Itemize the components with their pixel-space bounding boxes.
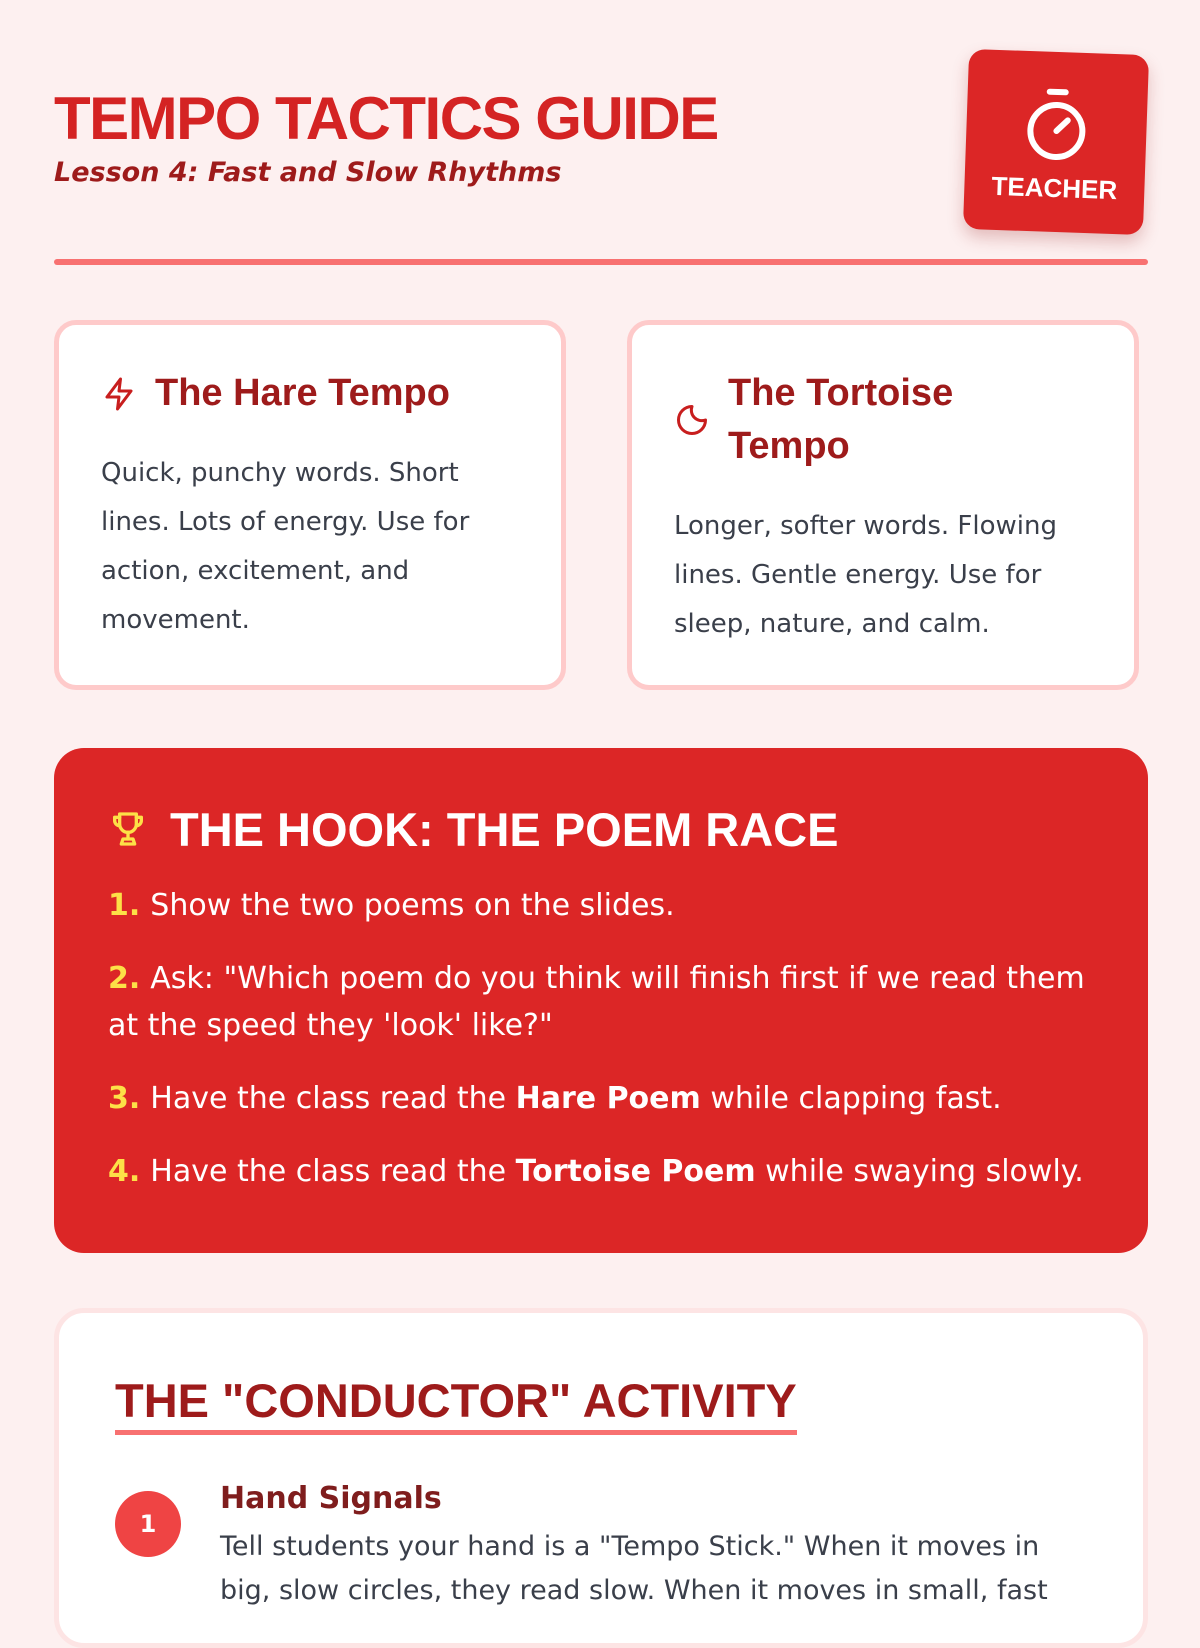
crescent-moon-icon	[674, 402, 710, 438]
lesson-subtitle: Lesson 4: Fast and Slow Rhythms	[54, 157, 562, 188]
step-text: Have the class read the	[150, 1154, 516, 1189]
page-title: TEMPO TACTICS GUIDE	[54, 85, 718, 152]
card-title: The Tortoise Tempo	[728, 372, 954, 467]
activity-title: THE "CONDUCTOR" ACTIVITY	[115, 1373, 797, 1435]
header	[54, 0, 1148, 268]
hook-step	[108, 1075, 1094, 1122]
step-emphasis: Tortoise Poem	[515, 1154, 756, 1189]
step-title: Hand Signals	[220, 1481, 442, 1516]
step-number-badge: 1	[115, 1491, 181, 1557]
step-text: Ask: "Which poem do you think will finish first if we read them at the speed they 'look' like?"	[108, 961, 1085, 1043]
hook-steps	[108, 882, 1094, 1195]
conductor-activity-section	[54, 1308, 1148, 1648]
hook-title: THE HOOK: THE POEM RACE	[170, 802, 839, 856]
hook-section	[54, 748, 1148, 1253]
step-number: 2.	[108, 961, 141, 996]
hook-step	[108, 1148, 1094, 1195]
card-header	[101, 367, 531, 420]
card-body: Longer, softer words. Flowing lines. Gentle energy. Use for sleep, nature, and calm.	[674, 511, 1057, 639]
step-text: Show the two poems on the slides.	[150, 888, 675, 923]
card-body: Quick, punchy words. Short lines. Lots of energy. Use for action, excitement, and movement.	[101, 458, 470, 635]
card-header	[674, 367, 1104, 473]
step-text: Have the class read the	[150, 1081, 516, 1116]
teacher-badge	[963, 49, 1149, 235]
step-number: 4.	[108, 1154, 141, 1189]
step-emphasis: Hare Poem	[515, 1081, 701, 1116]
step-number: 1.	[108, 888, 141, 923]
header-divider	[54, 259, 1148, 265]
tortoise-tempo-card	[627, 320, 1139, 690]
hook-step	[108, 955, 1094, 1049]
lesson-guide-page	[54, 0, 1148, 1606]
hare-tempo-card	[54, 320, 566, 690]
step-text: while clapping fast.	[700, 1081, 1002, 1116]
lightning-bolt-icon	[101, 376, 137, 412]
step-number: 3.	[108, 1081, 141, 1116]
hook-step	[108, 882, 1094, 929]
stopwatch-icon	[1020, 85, 1093, 163]
card-title: The Hare Tempo	[155, 372, 450, 414]
step-text: while swaying slowly.	[755, 1154, 1084, 1189]
hook-header	[108, 804, 1094, 854]
trophy-icon	[108, 809, 148, 849]
tempo-cards	[54, 320, 1148, 694]
badge-label: TEACHER	[991, 170, 1118, 205]
step-description: Tell students your hand is a "Tempo Stick." When it moves in big, slow circles, they read slow. When it moves in small, fast	[220, 1531, 1048, 1606]
